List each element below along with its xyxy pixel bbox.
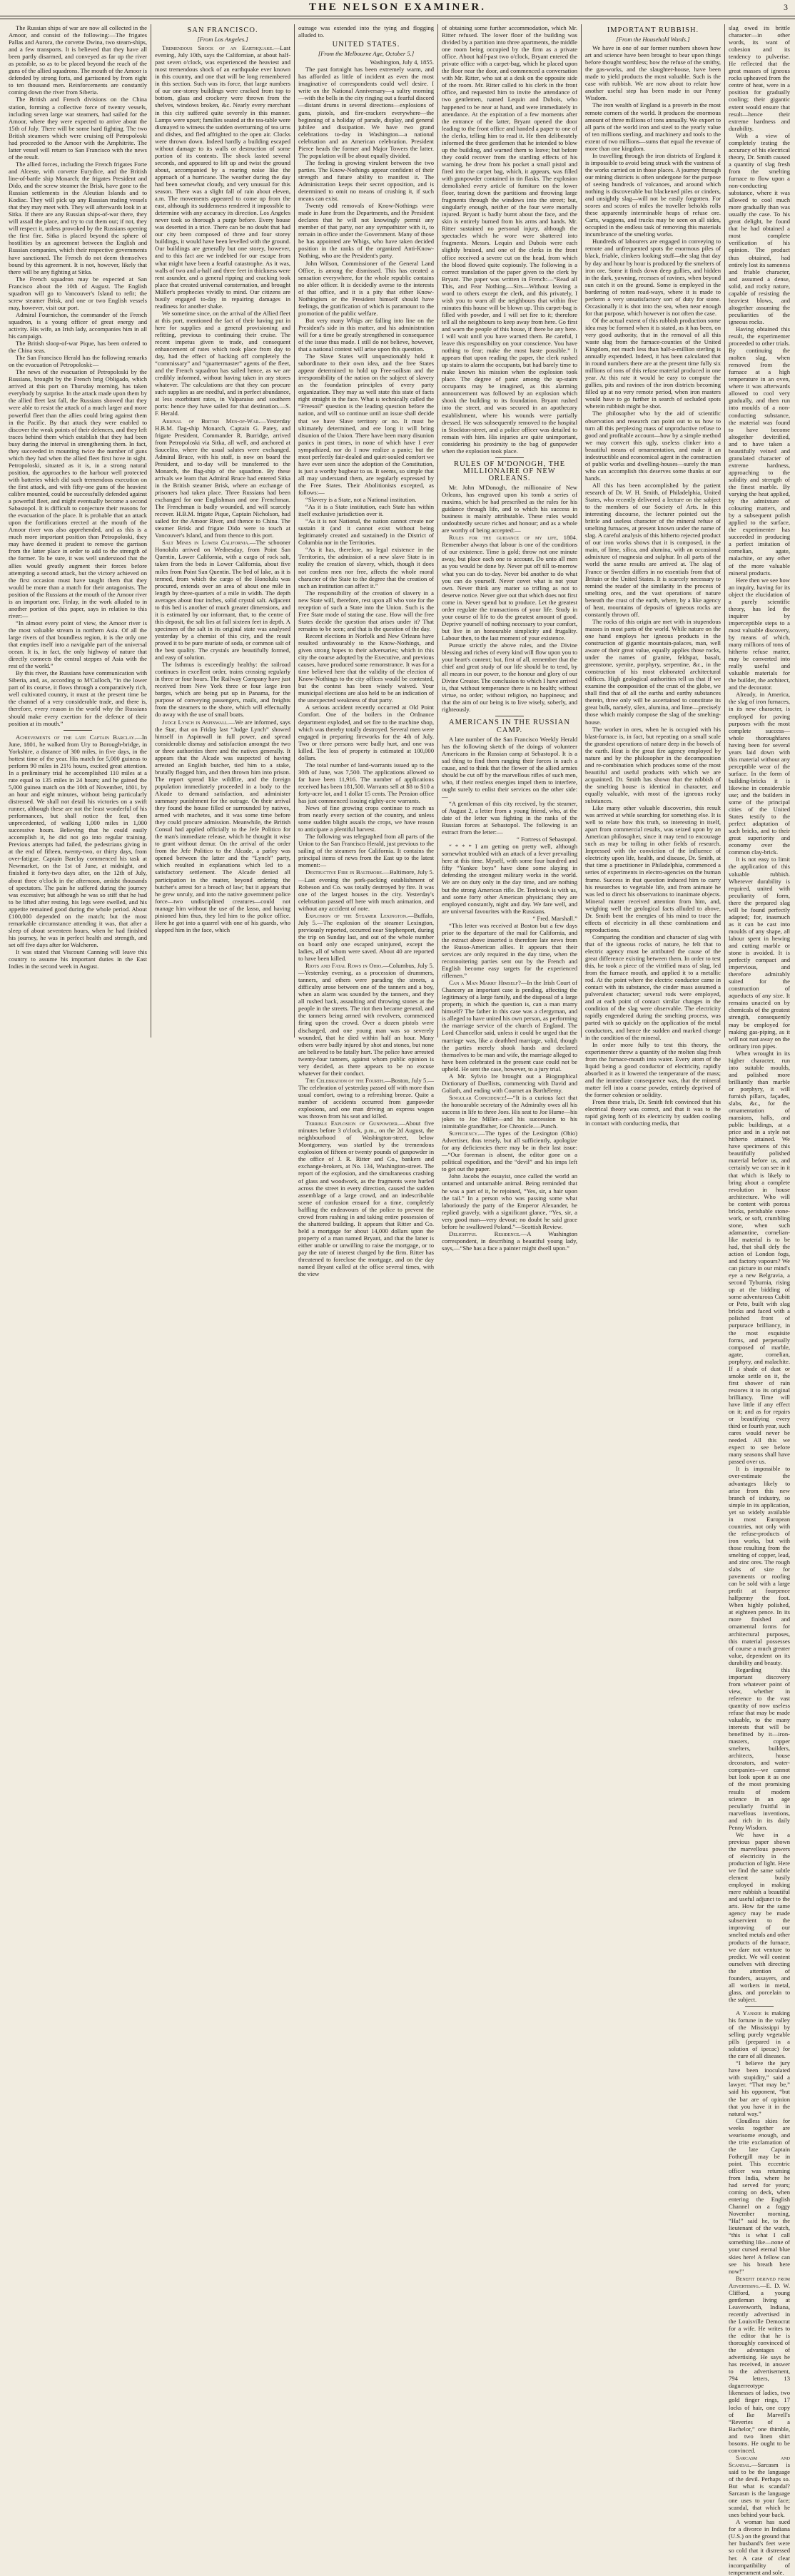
article-paragraph: of obtaining some further accommodation, which Mr. Ritter refused. The lower floor of the building was divided by a partition into three apartments, the middle one room being occupied by the firm as a private office. About half-past two o'clock, Bryant entered the private office with a carpet-bag, which he placed upon the floor near the door, and commenced a conversation with Mr. Ritter, who sat at a desk on the opposite side of the room. Mr. Ritter called to his clerk in the front office, and requested him to invite the attendance of two gentlemen, named Lequin and Dubois, who happened to be near at hand, and were immediately in attendance. At the expiration of a few moments after the entrance of the latter, Bryant opened the door leading to the front office and handed a paper to one of the clerks, telling him to read it. He then deliberately informed the three gentlemen that he intended to blow up the building, and warned them to leave; but before they could recover from the startling effects of his warning, he drew from his pocket a small pistol and fired into the carpet bag, which, it appears, was filled with gunpowder contained in tin flasks. The explosion demolished every article of furniture on the lower floor, tearing down the partitions and throwing large fragments through the windows into the street; but, singularly enough, neither of the four were mortally injured. Bryant is badly burnt about the face, and the skin is entirely burned from his arms and hands. Mr. Ritter sustained no personal injury, although the spectacles which he wore were shattered into fragments. Messrs. Lequin and Dubois were each slightly bruised, and one of the clerks in the front office received a severe cut on the head, from which the blood flowed quite copiously. The following is a correct translation of the paper given to the clerk by Bryant. The paper was written in French:—“Read all This, and Fear Nothing.—Sirs—Without leaving a word to others except the clerk, and this privately, I wish you to warn all the neighbours that within five minutes this house will be blown up. This carpet-bag is filled with powder, and I will set fire to it; therefore tell all the neighbours to keep away from here. Go first and warn the people of this house, if there be any here. I will wait until you have warned them. Be careful, I leave this responsibility on your conscience. You have nothing to fear; make the most haste possible.” It appears that upon reading the paper, the clerk rushed up stairs to alarm the occupants, but had barely time to make known his mission when the explosion took place. The degree of panic among the up-stairs occupants may be imagined, as this alarming announcement was followed by an explosion which shook the building to its foundation. Bryant rushed into the street, and was secured in an apothecary establishment, where his wounds were partially dressed. He was subsequently removed to the hospital in Stockton-street, and a police officer was detailed to remain with him. His injuries are quite unimportant, considering his proximity to the bag of gunpowder when the explosion took place. xyxy=(442,24,577,455)
section-rule xyxy=(745,2006,774,2007)
section-heading: IMPORTANT RUBBISH. xyxy=(607,26,699,34)
article-paragraph: Hundreds of labourers are engaged in conveying to remote and unfrequented spots the enormous piles of black, friable, clinkers looking stuff—the slag that day by day and hour by hour is produced by the smelters of iron ore. Some it finds down deep gullies, and hidden in the dark, yawning, recesses of ravines, when beyond sun catch it on the ground. Some is employed in the bordering of rotten road-ways, where it is made to perform a very unsatisfactory sort of duty for stone. Occasionally it is shot into the sea, when near enough for that purpose, which however is not often the case. xyxy=(585,238,721,317)
article-paragraph xyxy=(442,1230,577,1252)
article-paragraph xyxy=(729,2275,790,2454)
article-paragraph xyxy=(298,1120,434,1277)
article-paragraph: But very many Whigs are falling into line on the President's side in this matter, and his administration will for a time be greatly strengthened in consequence of the issue thus made. I still do not believe, however, that a national contest will arise upon this question. xyxy=(298,316,434,353)
column-divider xyxy=(437,24,438,1038)
article-paragraph xyxy=(155,417,290,539)
article-paragraph: Already, in America, the slag of iron furnaces, in its new character, is employed for paving purposes with the most complete success—whole thoroughfares having been for several years laid down with this material without any perceptible wear of the surface. In the form of building-bricks it is likewise in considerable use; and the builders in some of the principal cities of the United States testify to the perfect adaptation of such bricks, and to their great superiority and economy over the common clay-brick. xyxy=(729,691,790,856)
paragraph-body: —“It is a curious fact that the honourable secretary of the Admiralty owes all his success in life to three Joes. His seat to Joe Hume—his jokes to Joe Miller—and his succession to his inimitable grandfather, Joe Chronicle.—Punch. xyxy=(442,1093,577,1130)
article-paragraph: “As it has, therefore, no legal existence in the Territories, the admission of a new slave State is in reality the creation of slavery, which, though it does not confess men nor free, affects the whole moral character of the State to the degree that the creation of such an institution can affect it.” xyxy=(298,546,434,589)
article-paragraph xyxy=(442,534,577,642)
article-paragraph: Comparing the condition and character of slag with that of the igneous rocks of nature, he felt that to electric agency must be attributed the cause of the great difference existing between them. In order to test this, he took a piece of the vitrified mass of slag, led from the furnace mouth, and applied it to a metallic rod. At the point where the electric conductor came in contact with its substance, the cinder mass assumed a pulverulent character; several rods were employed, and at each point of contact similar changes in the condition of the slag were observable. The electricity rapidly engendered during the smelting process, was parted with so quickly on the application of the metal conductors, and hence the sudden and marked change in the condition of the mineral. xyxy=(585,933,721,1041)
paragraph-heading: Sufficiency. xyxy=(449,1130,480,1137)
newspaper-title: THE NELSON EXAMINER. xyxy=(309,1,486,13)
paragraph-heading: Salt Mines in Lower California. xyxy=(162,539,250,547)
section-rule xyxy=(64,730,92,731)
paragraph-heading: The Celebration of the Fourth. xyxy=(305,1076,385,1084)
paragraph-heading: Rules for the guidance of my life, 1804. xyxy=(449,534,577,542)
article-paragraph: The feeling is growing virulent between the two parties. The Know-Nothings appear confident of their strength and future ability to manifest it. The Administration keeps their secret opposition, and is determined to omit no means of crushing it, if such means can exist. xyxy=(298,158,434,203)
article-paragraph: All this has been accomplished by the patient research of Dr. W. H. Smith, of Philadelphia, United States, who recently delivered a lecture on the subject to the members of our Society of Arts. In this interesting discourse, the lecturer pointed out the brittle and useless character of the mineral refuse of smelting furnaces, at present known under the name of slag. A careful analysis of this hitherto rejected product of our iron works shows that it is composed, in the main, of lime, silica, and alumina, with an occasional admixture of magnesia and sulphur. In all parts of the world the same results are arrived at. The slag of France or Sweden differs in no essentials from that of Britain or the United States. It is scarcely necessary to remind the reader of the similarity in the process of smelting ores, and the vast operations of nature beneath the crust of the earth, where, by a like agency of heat, mountains of deposits of igneous rocks are constantly thrown off. xyxy=(585,481,721,618)
article-paragraph: The news of the evacuation of Petropoloski by the Russians, brought by the French brig Obligado, which arrived at this port on Thursday morning, has taken everybody by surprise. In the attack made upon them by the allied fleet last fall, the Russians showed that they were able to resist the attack of a much larger and more powerful fleet than the allies could bring against them in the Pacific. By that attack they were enabled to discover the weak points of their defences, and they left traces behind them which establish that they had been busy during the interval in strengthening them. In fact, they succeeded in mounting twice the number of guns which they had when the allied fleet first hove in sight. Petropoloski, situated as it is, in a strong natural position, the approaches to the harbour well protected with batteries which did such tremendous execution on the first attack, and with fifty-one guns of the heaviest calibre mounted, could be successfully defended against a powerful fleet, and might eventually become a second Sabastopol. It is difficult to conjecture their reasons for the evacuation of the place. It is probable that an attack upon the fortifications erected at the mouth of the Amoor river was also apprehended, and as this is a much more important position than Petropoloski, they may have deemed it prudent to remove the garrison from the latter place in order to add to the strength of the former. To be sure, it was well understood that the allies would greatly augment their forces before attempting a second attack, but the victory achieved on the first occasion must have taught them that they would be more than a match for their antagonists. The position of the Russians at the mouth of the Amoor river is an important one. Finlay, in the work alluded to in another portion of this paper, says in relation to this river:— xyxy=(9,368,147,619)
paragraph-body: —Baltimore, July 5.—Last evening the pork-packing establishment of Robeson and Co. was totally destroyed by fire. It was one of the largest houses in the city. Yesterday's celebration passed off here with much animation, and without any accident of note. xyxy=(298,868,434,912)
column-5 xyxy=(585,24,721,1127)
section-heading: UNITED STATES. xyxy=(332,41,400,49)
article-paragraph xyxy=(298,962,434,1077)
article-paragraph xyxy=(9,734,147,948)
paragraph-body: —E. D. W. Clifford, a young gentleman living at Leavenworth, Indiana, recently advertised in the Louisville Democrat for a wife. He writes to the editor that he is thoroughly convinced of the advantages of advertising. He says he has received, in answer to the advertisement, 794 letters, 13 daguerreotype likenesses of ladies, two gold finger rings, 17 locks of hair, one copy of Ike Marvell's “Reveries of a Bachelor,” one thimble, and two linen shirt bosoms. He ought to be convinced. xyxy=(729,2281,790,2454)
article-paragraph: We have in a previous paper shown the marvellous powers of electricity in the production of light. Here we find the same subtle element busily employed in making mere rubbish a beautiful and useful adjunct to the arts. How far the same agency may be made subservient to the improving of our smelted metals and other products of the furnace, we dare not venture to predict. We will content ourselves with directing the attention of founders, assayers, and all workers in metal, glass, and porcelain to the subject. xyxy=(729,1830,790,2003)
article-paragraph xyxy=(442,979,577,1073)
source-line: [From the Household Words.] xyxy=(616,36,690,44)
article-paragraph: “ Fred. Marshall.” xyxy=(532,914,577,922)
source-line: [From the Melbourne Age, October 5.] xyxy=(318,50,415,58)
article-paragraph: From these trials, Dr. Smith felt convinced that his electrical theory was correct, and that it was to the rapid giving forth of its electricity by sudden cooling in contact with conducting media, that xyxy=(585,1097,721,1127)
article-paragraph: “As it is a State institution, each State has within itself exclusive jurisdiction over it. xyxy=(298,503,434,518)
article-paragraph: The past fortnight has been extremely warm, and has afforded as little of incident as even the most imaginative of correspondents could well desire. I write on the National Anniversary—a sultry morning—with the bells in the city ringing out a fearful discord—distant drums in several directions—explosions of guns, pistols, and fire-crackers everywhere—the beginning of a holiday of parade, display, and general jubilee and dissipation. We have two grand celebrations to-day in Washington—a national celebration and an American celebration. President Pierce heads the former and Major Towers the latter. The population will be about equally divided. xyxy=(298,66,434,159)
section-heading: AMERICANS IN THE RUSSIAN CAMP. xyxy=(449,719,570,734)
paragraph-body: —A Washington correspondent, in describing a beautiful young lady, says,—“She has a face a painter might dwell upon.” xyxy=(442,1229,577,1252)
article-paragraph: The rocks of this origin are met with in stupendous masses in most parts of the world. While nature on the one hand employs her igneous products in the construction of gigantic mountain-palaces, man, well aware of their great value, equally applies those rocks, under the names of granite, feldspar, basalt, greenstone, syenite, porphyry, serpentine, &c., in the construction of his most elaborated architectural edifices. High geological authorities tell us that if we examine the composition of the crust of the globe, we shall find that of all the earths and earthy substances therein, three only will be ascertained to constitute its great bulk, namely, silex, alumina, and lime—precisely those which mainly compose the slag of the smelting-house. xyxy=(585,617,721,726)
column-3 xyxy=(298,24,434,1278)
article-paragraph: A Mr. Sylvio Ire brought out a Biographical Dictionary of Duellists, commencing with David and Goliath, and ending with Cournet an Barthélemy. xyxy=(442,1072,577,1094)
masthead xyxy=(0,0,795,19)
column-2 xyxy=(155,24,290,1039)
paragraph-body: —Columbus, July 5.—Yesterday evening, as a procession of drummers, tanners, and others were parading the streets, a difficulty arose between one of the tanners and a boy, when an alarm was sounded by the tanners, and they all rushed back, assaulting and throwing stones at the people in the streets. The riot then became general, and the tanners being armed with revolvers, commenced firing upon the crowd. Over a dozen pistols were discharged, and one young man was so severely wounded, that he died within half an hour. Many others were badly injured by shot and stones, but none are believed to be fatally hurt. The police have arrested twenty-four tanners, against whom public opinion is very decided, as there appears to be no excuse whatever for their conduct. xyxy=(298,962,434,1077)
paragraph-heading: Can a Man Marry Himself? xyxy=(449,979,521,987)
article-paragraph: “ Fortress of Sebastopol. xyxy=(517,836,577,843)
article-paragraph: Regarding this important discovery from whatever point of view, whether in reference to the vast quantity of now useless refuse that may be made valuable, to the many interests that will be benefitted by it—iron-masters, copper smelters, builders, architects, house decorators, and water-companies—we cannot but look upon it as one of the most promising results of modern science in an age peculiarly fruitful in marvellous inventions, and rich in its daily Penny Wisdom. xyxy=(729,1665,790,1831)
article-paragraph: John Wilson, Commissioner of the General Land Office, is among the dismissed. This has created a sensation everywhere, for the whole republic contains no abler officer. It is decidedly averse to the interests of that office, and it is a pity that either Know-Nothingism or the President himself should have feelings, the gratification of which is paramount to the promotion of the public welfare. xyxy=(298,259,434,317)
column-4 xyxy=(442,24,577,1252)
paragraph-heading: Terrible Explosion of Gunpowder. xyxy=(305,1120,400,1127)
paragraph-heading: Delightful Residence. xyxy=(449,1229,521,1237)
article-paragraph: We have in one of our former numbers shown how art and science have been brought to bear upon things before thought worthless; how the refuse of the smithy, the gas-works, and the slaughter-house, have been made to yield products the most valuable. Such is the case with rubbish. We are now about to relate how another useful step has been made in our Penny Wisdom. xyxy=(585,44,721,102)
dateline: Washington, July 4, 1855. xyxy=(370,59,434,66)
article-paragraph: We sometime since, on the arrival of the Allied fleet at this port, mentioned the fact of their having put in here for supplies and a general provisioning and refitting, previous to continuing their cruise. The recent impetus given to trade, and consequent enhancement of rates which took place from day to day, had the effect of backing off completely the “commissary” and “quartermaster” agents of the fleet, and the French squadron has sailed hence, as we are credibly informed, without having taken in any stores whatever. The calculations are that they can procure such supplies as are needful, and in perfect abundance, at less exorbitant rates, in Valparaiso and southern ports: hence they have sailed for that destination.—S. F. Herald. xyxy=(155,309,290,417)
article-paragraph: Here then we see how an inquiry, having for its object the elucidation of a purely scientific theory, has led the inquirer by imperceptible steps to a most valuable discovery, by means of which, many millions of tons of hitherto refuse matter, may be converted into really useful and valuable materials for the builder, the architect, and the decorator. xyxy=(729,576,790,691)
article-paragraph: The French squadron may be expected at San Francisco about the 10th of August. The English squadron will go to Vancouver's Island to refit; the screw steamer Brisk, and one or two English vessels may, however, visit our port. xyxy=(9,275,147,311)
paragraph-body: —Sarcasm is said to be the language of the devil. Perhaps so. But what is scandal? Sarcasm is the language one uses to your face; scandal, that which he uses behind your back. xyxy=(729,2460,790,2519)
article-paragraph: “I believe the jury have been inoculated with stupidity,” said a lawyer. “That may be,” said his opponent, “but the bar are of opinion that you have it in the natural way.” xyxy=(729,2059,790,2117)
paragraph-heading: Sarcasm and Scandal. xyxy=(729,2453,790,2468)
article-paragraph: “As it is not National, the nation cannot create nor sustain it (and it cannot exist without being legitimately created and sustained) in the District of Columbia nor in the Territories. xyxy=(298,517,434,547)
article-paragraph: John Jacobs the essayist, once called the world an untamed and untamable animal. Being reminded that he was a part of it, he rejoined, “Yes, sir, a hair upon the tail.” In a person who was passing some what laboriously the patty of the Emperor Alexander, he replied gravely, with a significant glance, “Yes, sir, a very good man—very devout; no doubt he said grace before he swallowed Poland.”—Scottish Review. xyxy=(442,1172,577,1230)
article-paragraph: The following was telegraphed from all parts of the Union to the San Francisco Herald, just previous to the sailing of the steamers for California. It contains the principal items of news from the East up to the latest moment:— xyxy=(298,833,434,869)
article-paragraph xyxy=(155,44,290,310)
article-paragraph: Cloudless skies for weeks together are wearisome enough, and the trite exclamation of the late Captain Fothergill may be in point. This eccentric officer was returning from India, where he had served for years; coming on deck, when entering the English Channel on a foggy November morning, “Ha!” said he, to the lieutenant of the watch, “this is what I call something like—none of your cursed eternal blue skies here! A fellow can see his breath here now!” xyxy=(729,2116,790,2275)
article-paragraph: It is not easy to limit the application of this valuable rubbish. Wherever durability is required, united with peculiarity of form, there the prepared slag will be found perfectly adapted; for, inasmuch as it can be cast into moulds of any shape, all labour spent in hewing and cutting marble or stone is avoided. It is perfectly compact and impervious, and therefore admirably suited for the construction of aqueducts of any size. It remains unacted on by chemicals of the greatest strength, consequently may be employed for making gas-piping, as it will not rust away on the ordinary iron pipes. xyxy=(729,856,790,1050)
paragraph-heading: Tremendous Shock of an Earthquake. xyxy=(162,44,274,52)
article-paragraph xyxy=(298,912,434,962)
article-paragraph: slag owed its brittle character—in other words, its want of cohesion and its tendency to pulverise. He reflected that the great masses of igneous rocks upheaved from the centre of heat, were in a position for gradually cooling; their gigantic extent would ensure that result—hence their extreme hardness and durability. xyxy=(729,24,790,132)
paragraph-body: —Yesterday H.B.M. flag-ship Monarch, Captain G. Patey, and frigate President, Commander R. Burridge, arrived from Petropoloski via Sitka, all well, and anchored at Saucelito, where the usual salutes were exchanged. Admiral Bruce, with his staff, is now on board the President, and to-day will be transferred to the Monarch, the flag-ship of the squadron. By these arrivals we learn that Admiral Bruce had entered Sitka in the British steamer Brisk, where an exchange of prisoners had taken place. Three Russians had been exchanged for one Englishman and one Frenchman. The Frenchman is badly wounded, and will scarcely recover. H.B.M. frigate Pique, Captain Nicholson, had sailed for the Amoor River, and thence to China. The steamer Brisk and frigate Dido were to touch at Vancouver's Island, and from thence to this port. xyxy=(155,417,290,539)
section-rule xyxy=(495,457,524,458)
column-1 xyxy=(9,24,147,1039)
article-paragraph: “In almost every point of view, the Amoor river is the most valuable stream in northern Asia. Of all the large rivers of that boundless region, it is the only one that empties itself into a navigable part of the universal ocean. It is, in fact, the only highway of nature that directly connects the central steppes of Asia with the rest of the world.” xyxy=(9,619,147,670)
article-paragraph: In travelling through the iron districts of England it is impossible to avoid being struck with the vastness of the works carried on in those places. A journey through our mining districts is often undergone for the purpose of seeing hundreds of volcanoes, and around which nothing is discoverable but blackened piles or cinders, and unsightly slag—will not be easily forgotten. For scores and scores of miles the traveller beholds rolls these apparently interminable heaps of refuse ore. Carts, waggons, and trucks may be seen on all sides, occupied in the endless task of removing this materials incumbrance of the smelting works. xyxy=(585,151,721,238)
article-paragraph: Twenty odd removals of Know-Nothings were made in June from the Departments, and the President declares that he will not knowingly permit any member of that party, nor any sympathizer with it, to remain in office under the Government. Many of those he has appointed are Whigs, who have taken decided position in the ranks of the organized Anti-Know-Nothing, who are the President's party. xyxy=(298,202,434,260)
column-divider xyxy=(724,24,725,1038)
article-paragraph: It is impossible to over-estimate the advantages likely to arise from this new branch of industry, so simple in its application, yet so widely available in most European countries, not only with the refuse-products of iron works, but with those resulting from the smelting of copper, lead, and zinc ores. The rough slabs of size for pavements or roofing can be sold with a large profit at fourpence halfpenny the foot. When highly polished, at eighteen pence. In its more finished and ornamental forms for architectural purposes, this material possesses of course a much greater value, dependent on its durability and beauty. xyxy=(729,1465,790,1666)
article-paragraph: The British sloop-of-war Pique, has been ordered to the China seas. xyxy=(9,340,147,355)
paragraph-heading: Riots and Fatal Rows in Ohio. xyxy=(305,962,383,970)
paragraph-body: Remember always that labour is one of the conditions of our existence. Time is gold; throw not one minute away, but place each one to account. Do unto all men as you would be done by. Never put off till to-morrow what you can do to-day. Never bid another to do what you can do yourself. Never covet what is not your own. Never think any matter so trifling as not to deserve notice. Never give out that which does not first come in. Never spend but to produce. Let the greatest order regulate the transactions of your life. Study in your course of life to do the greatest amount of good. Deprive yourself of nothing necessary to your comfort, but live in an honourable simplicity and frugality. Labour then, to the last moment of your existence. xyxy=(442,541,577,642)
column-divider xyxy=(581,24,582,1038)
article-paragraph xyxy=(729,2454,790,2518)
column-divider xyxy=(294,24,295,1038)
article-paragraph: The British and French divisions on the China station, forming a collective force of twenty vessels, including seven large war steamers, had sailed for the Amoor, where they were expected to arrive about the 15th of July. There will be some hard fighting. The two British steamers which were cruising off Petropoloski had proceeded to the Amoor with the Amphitrite. The latter vessel will return to San Francisco with the news of the result. xyxy=(9,96,147,161)
article-paragraph: The Slave States will unquestionably hold it subordinate to their own idea, and the free States appear determined to hold up Free-soilism and the irresponsibility of the nation on the subject of slavery as the foundation principles of every party organization. They may as well state this state of facts right straight in the face. What is technically called the “Freesoil” question is the leading question before the nation, and will so continue until an issue shall decide that we have Slave territory or no. It must be ultimately determined, and ere long it will bring disunion of the Union. There have been many disunion panics in past times, in none of which have I ever sympathized, nor do I now realize a panic; but the most perfectly fair-dealed and quiet-souled comfort we have ever seen since the adoption of the Constitution, is just a worthy bugbear to us. It seems, so simple that all may understand them, are regularly expressed by the Free States. Their Abolitionists excepted, as follows:— xyxy=(298,353,434,496)
paragraph-body: —Last evening, July 10th, says the Californian, at about half-past seven o'clock, was experienced the heaviest and most tremendous shock of an earthquake ever known in this country, and one that will be long remembered in this section. Such was its force, that large numbers of our one-storey buildings were cracked from top to bottom, glass and crockery were thrown from the shelves, windows broken, &c. Nearly every merchant in this city suffered quite severely in this manner. Lamps were upset; families seated at the tea-table were dismayed to witness the sudden overturning of tea urns and dishes, and fled affrighted to the open air. Clocks were thrown down. Indeed hardly a building escaped without damage to its walls or destruction of some portion of its contents. The shock lasted several seconds, and appeared to lift up and twist the ground about, accompanied by a roaring noise like the approach of a hurricane. The weather during the day had been somewhat cloudy, and very unusual for this season. There was a slight fall of rain about eleven, a.m. The movements appeared to come up from the east, although its suddenness rendered it impossible to determine with any accuracy its direction. Los Angeles never took so thorough a purge before. Every house was deserted in a trice. There can be no doubt that had our city been composed of three and four storey buildings, it would have been levelled with the ground. Our buildings are generally but one storey, however, and to this fact are we indebted for our escape from what might have been a fearful catastrophe. As it was, walls of two and a-half and three feet in thickness were rent asunder, and a general ripping and cracking took place that created universal consternation, and brought Müller's prophecies vividly to mind. Our citizens are busily engaged to-day in repairing damages in readiness for another shake. xyxy=(155,44,290,310)
article-paragraph xyxy=(729,2009,790,2059)
paragraph-body: —The schooner Honolulu arrived on Wednesday, from Point San Quentin, Lower California, with a cargo of rock salt, taken from the beds in Lower California, about five miles from Point San Quentin. The bed of lake, as it is termed, from which the cargo of the Honolulu was procured, extends over an area of about one mile in length by three-quarters of a mile in width. The depth averages about four inches, solid crystal salt. Adjacent to this bed is another of much greater dimensions, and it is estimated by our informant, that, to the centre of this deposit, the salt lies at full sixteen feet in depth. A specimen of the salt in its original state was analysed yesterday by a chemist of this city, and the result proved it to be pure muriate of soda, or common salt of the best quality. The crystals are beautifully formed, and easy of solution. xyxy=(155,539,290,661)
paragraph-heading: Achievements of the late Captain Barclay. xyxy=(16,733,136,741)
article-paragraph xyxy=(298,1077,434,1120)
article-paragraph: “ * * * I am getting on pretty well, although somewhat troubled with an attack of a fever prevailing here at this time. Myself, with some four hundred and fifty “Yankee boys” have done some slaying in defending the strongest military works in the world. We are on duty only in the day time, and are nothing but the strong American rifle. Dr. Tenbrook is with us, and some forty other American physicians; they are employed constantly, night and day. We fare well, and are universal favourites with the Russians. xyxy=(442,843,577,915)
article-paragraph: When wrought in its higher character, run into suitable moulds, and polished more brilliantly than marble or porphyry, it will furnish pillars, façades, slabs, &c., for the ornamentation of mansions, halls, and public buildings, at a price and in a style not hitherto attained. We have specimens of this beautifully polished material before us, and certainly we can see in it that which is likely to bring about a complete revolution in house architecture. Who will be content with porous bricks, perishable stone-work, or soft, crumbling stone, when such adamantine, cornelian-like material is to be had, that shall defy the action of London fogs, and factory vapours? We can picture in our mind's eye a new Belgravia, a second Tyburnia, rising up at the bidding of some adventurous Cubitt or Peto, built with slag bricks and faced with a polished front of purpurace brilliancy, in the most exquisite forms, and perpetually composed of marble, agate, cornelian, porphyry, and malachite. If a shade of dust or smoke settle on it, the first shower of rain restores it to its original brilliancy. Time will have little if any effect on it; and as for repairs or beautifying every third or fourth year, such cares would never be needed. All this we expect to see before many seasons shall have passed over us. xyxy=(729,1049,790,1466)
paragraph-heading: Arrival of British Men-of-War. xyxy=(162,417,260,425)
paragraph-body: —About five minutes before 3 o'clock, p.m., on the 2d August, the neighbourhood of Washington-street, below Montgomery, was startled by the tremendous explosion of fifteen or twenty pounds of gunpowder in the office of J. R. Ritter and Co., bankers and exchange-brokers, at No. 134, Washington-street. The report of the explosion, and the simultaneous crashing of glass and woodwork, as the fragments were hurled across the street in every direction, caused the sudden assemblage of a large crowd, and an indescribable scene of confusion ensued for a time, completely baffling the endeavours of the police to prevent the crowd from rushing in and taking entire possession of the shattered building. It appears that Ritter and Co. held a mortgage for about 14,000 dollars upon the property of a man named Bryant, and that the latter is either unable or unwilling to raise the mortgage, or to pay the rate of interest charged by the firm. Ritter has threatened to foreclose the mortgage, and on the day named Bryant called at the office several times, with the view xyxy=(298,1120,434,1278)
article-paragraph: A woman has sued for a divorce in Indiana (U.S.) on the ground that her husband's feet were so cold that it distressed her. A case of clear incompatibility of temperament and sole. xyxy=(729,2518,790,2576)
article-paragraph: News of fine growing crops continue to reach us from nearly every section of the country, and unless some sudden blight assails the crops, we have reason to anticipate a plentiful harvest. xyxy=(298,804,434,833)
paragraph-heading: A Yankee xyxy=(736,2009,762,2017)
paragraph-heading: Judge Lynch in Aspinwall. xyxy=(162,718,229,726)
paragraph-heading: Explosion of the Steamer Lexington. xyxy=(305,911,408,919)
article-paragraph: Of the actual extent of this rubbish production some idea may be formed when it is stated, as it has been, on very good authority, that in the removal of all this waste slag from the furnace-counties of the United Kingdom, not much less than half-a-million sterling is annually expended. Indeed, it has been calculated that in round numbers there are at the present time fully six millions of tons of this refuse material produced in one year. At this rate it would be easy to compute the gullies, pits and ravines of the iron districts becoming filled up at no very remote period, when iron masters would have to go further in search of secluded spots wherein rubbish might be shot. xyxy=(585,316,721,410)
section-heading: SAN FRANCISCO. xyxy=(187,26,258,34)
article-paragraph: A serious accident recently occurred at Old Point Comfort. One of the boilers in the Ordnance department exploded, and set fire to the machine shop, which was thereby totally destroyed. Several men were engaged in preparing fireworks for the 4th of July. Two or three persons were badly hurt, and one was killed. The loss of property is estimated at 100,000 dollars. xyxy=(298,704,434,761)
article-paragraph: The San Francisco Herald has the following remarks on the evacuation of Petropoloski:— xyxy=(9,354,147,369)
paragraph-body: —Boston, July 5.—The celebration of yesterday passed off with more than usual comfort, owing to a refreshing breeze. Quite a number of accidents occurred from gunpowder explosions, and one man driving an express wagon was thrown from his seat and killed. xyxy=(298,1076,434,1120)
article-paragraph: The total number of land-warrants issued up to the 30th of June, was 7,500. The applications allowed so far have been 11,916. The number of applications received has been 181,500. Warrants sell at $8 to $10 a forty-acre lot, and 1 dollar 15 cents. The Pension office has just commenced issuing eighty-acre warrants. xyxy=(298,761,434,805)
article-paragraph: The philosopher who by the aid of scientific observation and research can point out to us how to turn all this perplexing mass of unproductive refuse to good and profitable account—how by a simple method we may convert this ugly, useless clinker into a beautiful means of ornamentation, and make it an indestructible and economical agent in the construction of public works and dwelling-houses—surely the man who can accomplish this deserves some thanks at our hands. xyxy=(585,410,721,482)
article-paragraph xyxy=(298,868,434,911)
article-paragraph: Mr. John M'Donogh, the millionaire of New Orleans, has engraved upon his tomb a series of maxims, which he had prescribed as the rules for his guidance through life, and to which his success in business is mainly attributable. These rules would undoubtedly secure riches and honour; and as a whole are worthy of being accepted:— xyxy=(442,483,577,534)
article-paragraph xyxy=(442,1094,577,1130)
paragraph-body: —Buffalo, July 5.—The explosion of the steamer Lexington, previously reported, occurred near Stephenport, during the trip on Sunday last, and out of the whole number on board only one escaped uninjured, except the ladies, all of whom were saved. About 40 are reported to have been killed. xyxy=(298,911,434,963)
paragraph-body: is making his fortune in the valley of the Mississippi by selling purely vegetable pills (prepared in a solution of ipecac) for the cure of all diseases. xyxy=(729,2009,790,2060)
article-paragraph: A late number of the San Francisco Weekly Herald has the following sketch of the doings of volunteer Americans in the Russian camp at Sebastopol. It is a sad thing to find them ranging their forces in such a cause, and to think that the flower of the allied armies should be cut off by the marvellous rifles of such men, who, if their restless energies impel them to interfere, ought surely to enlist their services on the other side:— xyxy=(442,735,577,800)
article-paragraph: It was stated that Viscount Canning will leave this country to assume his important duties in the East Indies in the second week in August. xyxy=(9,948,147,970)
article-paragraph: Pursue strictly the above rules, and the Divine blessing and riches of every kind will flow upon you to your heart's content; but, first of all, remember that the chief and great study of our life should be to tend, by all means in our power, to the honour and glory of our Divine Creator. The conclusion to which I have arrived is, that without temperance there is no health; without virtue, no order; without religion, no happiness; and that the aim of our being is to live wisely, soberly, and righteously. xyxy=(442,641,577,714)
article-paragraph xyxy=(155,719,290,933)
article-paragraph: Admiral Fournichon, the commander of the French squadron, is a young officer of great energy and activity. His wife, an Irish lady, accompanies him in all his campaign. xyxy=(9,310,147,340)
section-heading: RULES OF M'DONOGH, THE MILLIONAIRE OF NEW ORLEANS. xyxy=(453,460,566,482)
paragraph-heading: Destructive Fire in Baltimore. xyxy=(305,868,384,876)
page-number: 3 xyxy=(784,2,788,12)
article-paragraph: Like many other valuable discoveries, this result was arrived at while searching for something else. It is well to relate how this truth, so interesting in itself, apart from commercial results, was seized upon by an American philosopher, since it may tend to encourage such as may be toiling in other fields of research. Impressed with the conviction of the influence of electricity upon life, health, and disease, Dr. Smith, at that time a practitioner in Philadelphia, commenced a series of experiments in electro-agencies on the human frame. Success in that question induced him to carry his researches to vegetable life, and from animate he was led to direct his observations to inanimate objects. Mineral matter received attention from him, and, weighing well the geological facts alluded to above, Dr. Smith bent the energies of his mind to trace the effects of electricity in all these combinations and reproductions. xyxy=(585,804,721,933)
article-paragraph xyxy=(442,1130,577,1172)
article-paragraph: The worker in ores, when he is occupied with his blast-furnace is, in fact, but repeating on a small scale the grandest operations of nature deep in the bowels of the earth. Heat is the great fire agency employed by nature and by the philosopher in the decomposition and re-combination which produces some of the most beautiful and useful products with which we are acquainted. Dr. Smith has shown that the rubbish of the smelting house is identical in character, and equally valuable, with most of the igneous rocky substances. xyxy=(585,725,721,805)
article-paragraph: Having obtained this result, the experimenter proceeded to other trials. By continuing the molten slag, when removed from the furnace at a high temperature in an oven, where it was afterwards allowed to cool very gradually, and then run into moulds of a non-conducting substance, the material was found to have become altogether devitrified, and to have taken a beautifully veined and granulated character of extreme hardness, approaching to the solidity and strength of the finest marble. By varying the heat applied, by the admixture of colouring matters, and by a subsequent polish applied to the surface, the experimenter has succeeded in producing a perfect imitation of cornelian, agate, malachite, or any other of the more valuable mineral products. xyxy=(729,325,790,577)
paragraph-heading: Benefit derived from Advertising. xyxy=(729,2274,790,2289)
article-paragraph: In order more fully to test this theory, the experimenter threw a quantity of the molten slag fresh from the furnace-mouth into water. Every atom of the liquid being a good conductor of electricity, rapidly absorbed it as it lowered the temperature of the mass; and the immediate consequence was, that the mineral matter fell into a coarse powder, entirely deprived of the former cohesion or solidity. xyxy=(585,1040,721,1098)
article-paragraph: The iron wealth of England is a proverb in the most remote corners of the world. It produces the enormous amount of three millions of tons annually. We export to all parts of the world iron and steel to the yearly value of ten millions sterling, and machinery and tools to the extent of two millions—sums that equal the revenue of more than one kingdom. xyxy=(585,101,721,152)
article-paragraph: Recent elections in Norfolk and New Orleans have resulted unfavourably to the Know-Nothings, and given strong hopes to their adversaries; which in this city the course adopted by the Executive, and previous causes, have produced some remonstrance. It was for a time believed here that the validity of the election of Know-Nothings to the city offices would be contested, but the contest has been wisely waived. Your municipal elections are also held to be an indication of the unexpected weakness of that party. xyxy=(298,632,434,704)
paragraph-body: —In the Irish Court of Chancery an important case is pending, affecting the legitimacy of a large family, and the disposal of a large property, in which the question is, can a man marry himself? The father in this case was a clergyman, and is alleged to have united his own person, as performing the marriage service of the church of England. The Lord Chancellor said, unless it could be urged that the marriage was, like a deathbed marriage, valid, though the parties merely shook hands and declared themselves to be man and wife, the marriage alleged to have been celebrated in the present case could not be upheld. He sent the case, however, to a jury trial. xyxy=(442,979,577,1073)
article-paragraph: With a view of completely testing the accuracy of his electrical theory, Dr. Smith caused a quantity of slag fresh from the smelting furnace to flow upon a non-conducting substance, where it was allowed to cool much more gradually than was usually the case. To his great delight, he found that he had obtained a most complete verification of his opinion. The product thus obtained, had entirely lost its sameness and friable character, and assumed a dense, solid, and rocky nature, capable of resisting the heaviest blows, and altogether assuming the peculiarities of the igneous rocks. xyxy=(729,131,790,325)
article-paragraph xyxy=(155,539,290,661)
article-paragraph: outrage was extended into the tying and flogging alluded to. xyxy=(298,24,434,39)
paragraph-body: —The types of the Lexington (Ohio) Advertiser, thus tersely, but all sufficiently, apologize for any deficiencies there may be in their last issue:—“Our foreman is absent, the editor gone on a political expedition, and the “devil” and his imps left to get out the paper. xyxy=(442,1130,577,1173)
article-paragraph: “Slavery is a State, not a National institution. xyxy=(305,496,417,504)
paragraph-body: —In June, 1801, he walked from Ury to Borough-bridge, in Yorkshire, a distance of 300 miles, in five days, in the hottest time of the year. His match for 5,000 guineas to perform 90 miles in 21½ hours, excited great attention. In a preliminary trial he accomplished 110 miles at a rate equal to 135 miles in 24 hours; and he gained the 5,000 guinea match on the 10th of November, 1801, by an hour and eight minutes, without being particularly distressed. We shall not detail his victories on a swift runner, although these are not the least wonderful of his performances, but shall notice the feat, then unprecedented, of walking 1,000 miles in 1,000 successive hours. Believing that he could easily accomplish it, he did not go into regular training. Previous attempts had failed, the pedestrians giving in at the end of fifteen, twenty-two, or thirty days, from over-fatigue. Captain Barclay commenced his task at Newmarket, on the 1st of June, at midnight, and finished it forty-two days after, on the 12th of July, about three o'clock in the afternoon, amidst thousands of spectators. The pain he suffered during the journey was excessive; but although he was so stiff that he had to be lifted after resting, his legs were swelled, and his appetite remained good during the whole period. About £100,000 depended on the match; but the most remarkable circumstance attending it was, that after a sleep of about seventeen hours, when he had finished his journey, he was in perfect health and strength, and set off five days after for Walcheren. xyxy=(9,733,147,948)
article-paragraph: The allied forces, including the French frigates Forte and Alceste, with corvette Eurydice, and the British line-of-battle ship Monarch; the frigates President and Dido, and the screw steamer the Brisk, have gone to the Russian settlements in the Aleutian Islands and to Kodiac. They will pick up any Russian trading vessels that they may meet with. They will afterwards look in at Sitka. If there are any Russian ships-of-war there, they will assail the place, and try to cut them out; if not, they will respect it, unless provoked by the Russians opening the first fire. Sitka is placed beyond the sphere of hostilities by an agreement between the English and Russian companies, which their respective governments have sanctioned. The French do not deem themselves bound by this agreement. It is not, however, likely that there will be any fighting at Sitka. xyxy=(9,160,147,275)
article-paragraph: The responsibility of the creation of slavery in a new State will, therefore, rest upon all who vote for the reception of such a State into the Union. Such is the Free State mode of stating the case. How will the free States decide the question that arises under it? That remains to be seen; and that is the question of the day. xyxy=(298,589,434,632)
article-paragraph: The Russian ships of war are now all collected in the Amoor, and consist of the following:—The frigates Pallas and Aurora, the corvette Dwina, two steam-ships, and a few transports. It is believed that they have all been partly disarmed, and conveyed as far up the river as possible, so as to be placed beyond the reach of the guns of the allied squadrons. The mouth of the Amoor is defended by strong forts, and garrisoned by from eight to ten thousand men. Reinforcements are constantly coming down the river from Siberia. xyxy=(9,24,147,96)
article-paragraph: By this river, the Russians have communication with Siberia, and, as, according to M'Culloch, “in the lower part of its course, it flows through a comparatively rich, well cultivated country, it must at the present time be the channel of a very considerable trade, and there is, therefore, every reason in the world why the Russians should make every exertion for the defence of their position at its mouth.” xyxy=(9,669,147,727)
paragraph-body: —We are informed, says the Star, that on Friday last “Judge Lynch” showed himself in Aspinwall in full power, and spread considerable dismay and satisfaction amongst the two or three authorities there and the natives generally. It appears that the Alcade was suspected of having arrested an English butcher, tied him to a stake, brutally flogged him, and then thrown him into prison. The report spread like wildfire, and the foreign population immediately proceeded in a body to the Alcade to demand satisfaction, and administer summary punishment for the outrage. On their arrival they found the house filled or surrounded by natives, armed with machetes, and it was some time before they could procure admission. Meanwhile, the British Consul had applied officially to the Jefe Politico for the man's immediate release, which he thought it wise to grant without demur. On the arrival of the order from the Jefe Politico to the Alcade, a parley was opened between the latter and the “Lynch” party, which resulted in explanations which led to a satisfactory settlement. The Alcade denied all participation in the matter, beyond ordering the butcher's arrest for a breach of law; but it appears that he grew unruly, and into the native government police force—two undisciplined creatures—could not manage him without the use of the lasso, and having pinioned him thus, they led him to the police office. Here he got into a quarrel with one of his guards, who slapped him in the face, which xyxy=(155,718,290,933)
article-paragraph: The Isthmus is exceedingly healthy: the railroad continues in excellent order, trains crossing regularly in three or four hours. The Railway Company have just received from New York three or four large iron barges, which are being put up in Panama, for the purpose of conveying passengers, mails, and freights from the steamers to the shore, which will effectually do away with the use of small boats. xyxy=(155,661,290,719)
article-paragraph: “This letter was received at Boston but a few days prior to the departure of the mail for California, and the extract above inserted is therefore late news from the Russo-American allies. It appears that their services are only required in the day time, when the reconnoitering parties sent out by the French and English become easy targets for the experienced riflemen.” xyxy=(442,921,577,980)
paragraph-heading: Singular Coincidence! xyxy=(449,1093,507,1101)
article-paragraph: “A gentleman of this city received, by the steamer, of August 2, a letter from a young friend, who, at the date of the letter was fighting in the ranks of the Russian forces at Sebastopol. The following is an extract from the letter:— xyxy=(442,799,577,836)
source-line: [From Los Angeles.] xyxy=(197,36,248,44)
column-6 xyxy=(729,24,790,2576)
